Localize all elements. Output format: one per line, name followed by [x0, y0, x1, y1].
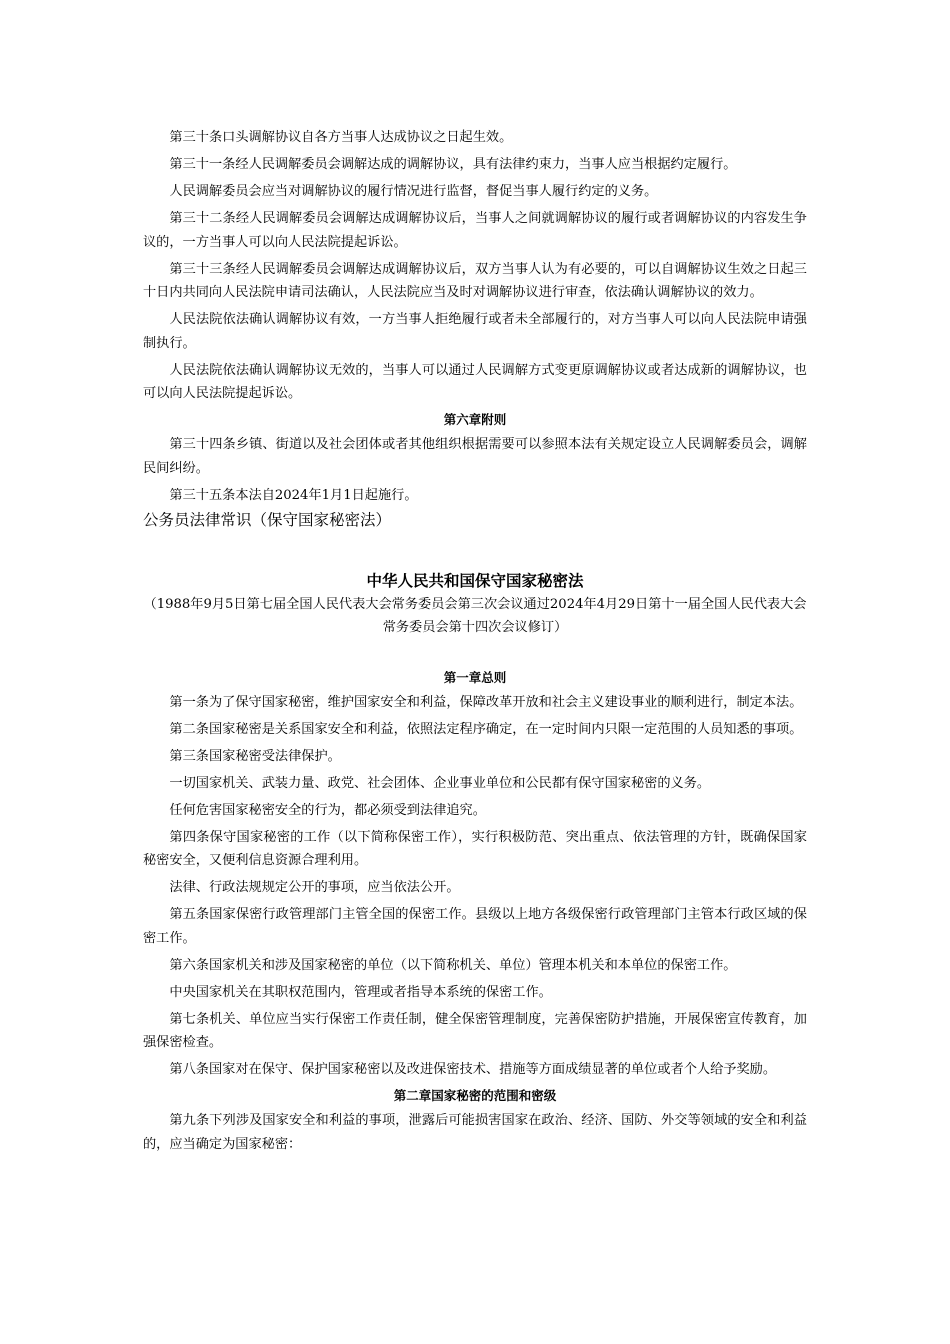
paragraph-article-2: 第二条国家秘密是关系国家安全和利益，依照法定程序确定，在一定时间内只限一定范围的人员知悉的事项。 — [169, 721, 803, 737]
law-subtitle: （1988年9月5日第七届全国人民代表大会常务委员会第三次会议通过2024年4月29日第十一届全国人民代表大会常务委员会第十四次会议修订） — [143, 596, 807, 635]
paragraph-article-3: 第三条国家秘密受法律保护。 — [169, 748, 341, 764]
paragraph-article-32: 第三十二条经人民调解委员会调解达成调解协议后，当事人之间就调解协议的履行或者调解协议的内容发生争议的，一方当事人可以向人民法院提起诉讼。 — [143, 211, 807, 250]
paragraph-article-7: 第七条机关、单位应当实行保密工作责任制，健全保密管理制度，完善保密防护措施，开展保密宣传教育，加强保密检查。 — [143, 1011, 807, 1050]
paragraph-article-4: 第四条保守国家秘密的工作（以下简称保密工作），实行积极防范、突出重点、依法管理的方针，既确保国家秘密安全，又便利信息资源合理利用。 — [143, 829, 807, 868]
paragraph-article-33-valid: 人民法院依法确认调解协议有效，一方当事人拒绝履行或者未全部履行的，对方当事人可以向人民法院申请强制执行。 — [143, 312, 807, 351]
paragraph-article-33: 第三十三条经人民调解委员会调解达成调解协议后，双方当事人认为有必要的，可以自调解协议生效之日起三十日内共同向人民法院申请司法确认，人民法院应当及时对调解协议进行审查，依法确认调解协议的效力。 — [143, 261, 807, 300]
paragraph-article-9: 第九条下列涉及国家安全和利益的事项，泄露后可能损害国家在政治、经济、国防、外交等领域的安全和利益的，应当确定为国家秘密： — [143, 1113, 807, 1152]
paragraph-article-8: 第八条国家对在保守、保护国家秘密以及改进保密技术、措施等方面成绩显著的单位或者个人给予奖励。 — [169, 1062, 777, 1077]
paragraph-article-35: 第三十五条本法自2024年1月1日起施行。 — [169, 487, 418, 503]
paragraph-article-3-liability: 任何危害国家秘密安全的行为，都必须受到法律追究。 — [169, 802, 486, 818]
paragraph-article-4-public: 法律、行政法规规定公开的事项，应当依法公开。 — [169, 880, 460, 895]
chapter-heading-6: 第六章附则 — [443, 412, 507, 427]
paragraph-article-31-supervision: 人民调解委员会应当对调解协议的履行情况进行监督，督促当事人履行约定的义务。 — [169, 184, 658, 199]
paragraph-article-30: 第三十条口头调解协议自各方当事人达成协议之日起生效。 — [169, 130, 513, 145]
chapter-heading-1: 第一章总则 — [443, 669, 507, 685]
paragraph-article-33-invalid: 人民法院依法确认调解协议无效的，当事人可以通过人民调解方式变更原调解协议或者达成新的调解协议，也可以向人民法院提起诉讼。 — [143, 362, 807, 401]
law-title: 中华人民共和国保守国家秘密法 — [366, 571, 584, 590]
document-page — [143, 126, 807, 1160]
paragraph-article-1: 第一条为了保守国家秘密，维护国家安全和利益，保障改革开放和社会主义建设事业的顺利进行，制定本法。 — [169, 694, 803, 710]
paragraph-article-6-central: 中央国家机关在其职权范围内，管理或者指导本系统的保密工作。 — [169, 984, 552, 1000]
chapter-heading-2: 第二章国家秘密的范围和密级 — [393, 1088, 557, 1103]
paragraph-article-34: 第三十四条乡镇、街道以及社会团体或者其他组织根据需要可以参照本法有关规定设立人民调解委员会，调解民间纠纷。 — [143, 437, 807, 476]
spacer — [143, 639, 807, 667]
paragraph-article-3-duty: 一切国家机关、武装力量、政党、社会团体、企业事业单位和公民都有保守国家秘密的义务。 — [169, 775, 711, 791]
paragraph-article-5: 第五条国家保密行政管理部门主管全国的保密工作。县级以上地方各级保密行政管理部门主管本行政区域的保密工作。 — [143, 907, 807, 946]
paragraph-article-31: 第三十一条经人民调解委员会调解达成的调解协议，具有法律约束力，当事人应当根据约定履行。 — [169, 157, 737, 172]
section-label: 公务员法律常识（保守国家秘密法） — [143, 510, 392, 529]
paragraph-article-6: 第六条国家机关和涉及国家秘密的单位（以下简称机关、单位）管理本机关和本单位的保密工作。 — [169, 957, 737, 973]
